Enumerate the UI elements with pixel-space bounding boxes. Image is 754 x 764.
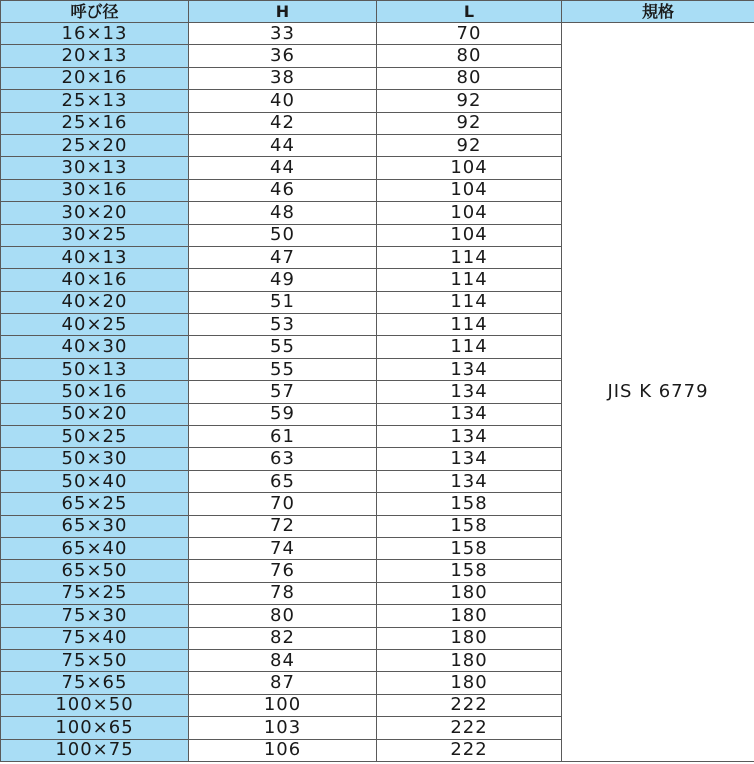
h-cell: 49: [189, 269, 377, 291]
l-cell: 134: [377, 403, 562, 425]
l-cell: 180: [377, 582, 562, 604]
size-cell: 40×20: [1, 291, 189, 313]
l-cell: 180: [377, 672, 562, 694]
size-cell: 40×13: [1, 246, 189, 268]
l-cell: 158: [377, 560, 562, 582]
l-cell: 134: [377, 426, 562, 448]
size-cell: 30×25: [1, 224, 189, 246]
h-cell: 72: [189, 515, 377, 537]
size-cell: 75×25: [1, 582, 189, 604]
h-cell: 84: [189, 649, 377, 671]
size-cell: 20×16: [1, 67, 189, 89]
size-cell: 65×25: [1, 493, 189, 515]
l-cell: 158: [377, 537, 562, 559]
l-cell: 158: [377, 515, 562, 537]
l-cell: 222: [377, 694, 562, 716]
h-cell: 61: [189, 426, 377, 448]
l-cell: 180: [377, 649, 562, 671]
size-cell: 16×13: [1, 23, 189, 45]
h-cell: 103: [189, 717, 377, 739]
size-cell: 50×30: [1, 448, 189, 470]
l-cell: 114: [377, 246, 562, 268]
l-cell: 80: [377, 45, 562, 67]
h-cell: 38: [189, 67, 377, 89]
h-cell: 33: [189, 23, 377, 45]
size-cell: 40×16: [1, 269, 189, 291]
size-cell: 75×40: [1, 627, 189, 649]
l-cell: 70: [377, 23, 562, 45]
size-cell: 25×16: [1, 112, 189, 134]
l-cell: 92: [377, 134, 562, 156]
size-cell: 50×40: [1, 470, 189, 492]
l-cell: 114: [377, 269, 562, 291]
h-cell: 42: [189, 112, 377, 134]
size-cell: 25×13: [1, 90, 189, 112]
standard-cell: JIS K 6779: [562, 23, 754, 762]
size-cell: 100×50: [1, 694, 189, 716]
l-cell: 134: [377, 381, 562, 403]
h-cell: 65: [189, 470, 377, 492]
h-cell: 78: [189, 582, 377, 604]
l-cell: 180: [377, 605, 562, 627]
size-cell: 50×13: [1, 358, 189, 380]
size-cell: 75×65: [1, 672, 189, 694]
l-cell: 104: [377, 157, 562, 179]
h-cell: 76: [189, 560, 377, 582]
h-cell: 82: [189, 627, 377, 649]
h-cell: 74: [189, 537, 377, 559]
size-cell: 40×25: [1, 314, 189, 336]
size-cell: 65×30: [1, 515, 189, 537]
header-row: [1, 1, 754, 23]
h-cell: 100: [189, 694, 377, 716]
h-cell: 40: [189, 90, 377, 112]
h-cell: 55: [189, 336, 377, 358]
h-cell: 48: [189, 202, 377, 224]
h-cell: 51: [189, 291, 377, 313]
l-cell: 134: [377, 470, 562, 492]
l-cell: 114: [377, 336, 562, 358]
size-cell: 50×20: [1, 403, 189, 425]
h-cell: 59: [189, 403, 377, 425]
size-cell: 65×40: [1, 537, 189, 559]
l-cell: 158: [377, 493, 562, 515]
h-cell: 63: [189, 448, 377, 470]
l-cell: 104: [377, 179, 562, 201]
h-cell: 47: [189, 246, 377, 268]
size-cell: 50×16: [1, 381, 189, 403]
h-cell: 53: [189, 314, 377, 336]
h-cell: 46: [189, 179, 377, 201]
header-l: L: [377, 1, 562, 23]
l-cell: 134: [377, 358, 562, 380]
l-cell: 134: [377, 448, 562, 470]
l-cell: 80: [377, 67, 562, 89]
l-cell: 180: [377, 627, 562, 649]
size-cell: 100×75: [1, 739, 189, 761]
size-cell: 75×50: [1, 649, 189, 671]
header-h: H: [189, 1, 377, 23]
h-cell: 44: [189, 134, 377, 156]
l-cell: 114: [377, 314, 562, 336]
size-cell: 100×65: [1, 717, 189, 739]
size-cell: 25×20: [1, 134, 189, 156]
size-cell: 20×13: [1, 45, 189, 67]
size-cell: 40×30: [1, 336, 189, 358]
h-cell: 55: [189, 358, 377, 380]
h-cell: 57: [189, 381, 377, 403]
size-cell: 30×13: [1, 157, 189, 179]
l-cell: 104: [377, 224, 562, 246]
l-cell: 92: [377, 90, 562, 112]
size-cell: 30×16: [1, 179, 189, 201]
h-cell: 50: [189, 224, 377, 246]
l-cell: 104: [377, 202, 562, 224]
h-cell: 44: [189, 157, 377, 179]
l-cell: 222: [377, 717, 562, 739]
header-size: 呼び径: [1, 1, 189, 23]
size-cell: 75×30: [1, 605, 189, 627]
table-row: [1, 23, 754, 45]
h-cell: 87: [189, 672, 377, 694]
size-cell: 50×25: [1, 426, 189, 448]
l-cell: 222: [377, 739, 562, 761]
l-cell: 92: [377, 112, 562, 134]
h-cell: 106: [189, 739, 377, 761]
l-cell: 114: [377, 291, 562, 313]
h-cell: 80: [189, 605, 377, 627]
table-body: [1, 23, 754, 762]
h-cell: 70: [189, 493, 377, 515]
header-standard: 規格: [562, 1, 754, 23]
h-cell: 36: [189, 45, 377, 67]
size-cell: 30×20: [1, 202, 189, 224]
size-cell: 65×50: [1, 560, 189, 582]
